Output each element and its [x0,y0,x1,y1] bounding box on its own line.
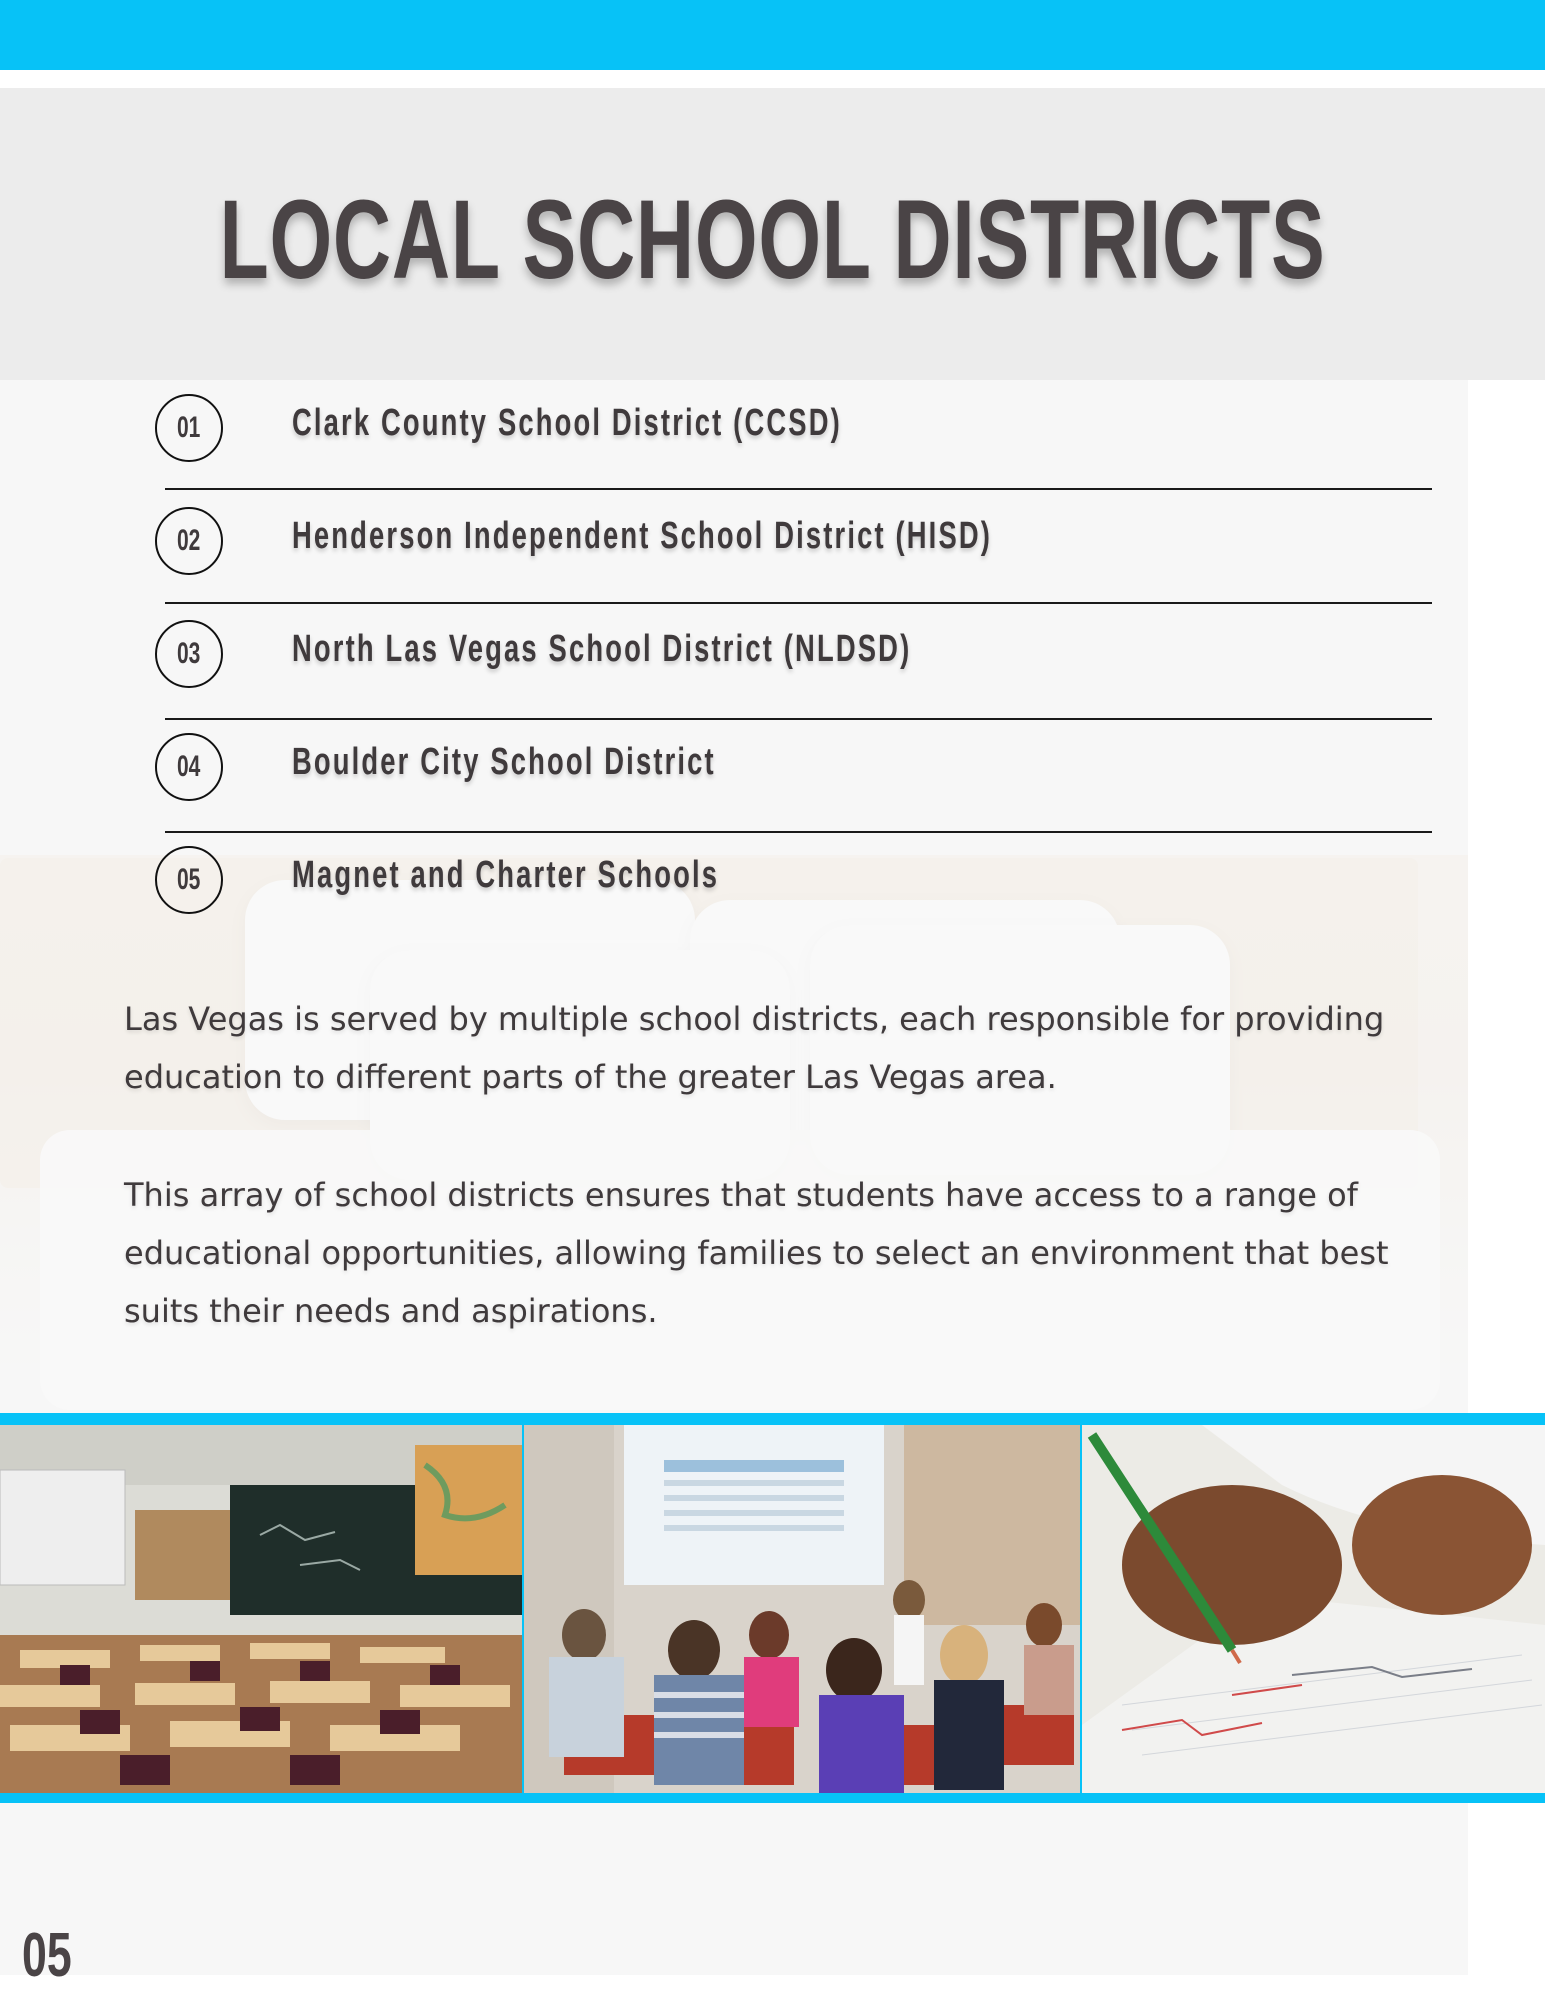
item-number-badge [155,507,223,575]
item-number: 05 [177,863,201,896]
list-item [0,606,1545,719]
list-item [0,719,1545,832]
intro-paragraph: Las Vegas is served by multiple school districts, each responsible for providing education to different parts of the greater Las Vegas area. [124,1000,1385,1096]
district-name: Magnet and Charter Schools [292,854,720,896]
item-number-badge [155,846,223,914]
list-divider [165,488,1432,490]
list-item [0,380,1545,493]
lecture-illustration [524,1425,1080,1793]
item-number: 04 [177,750,201,783]
item-number-badge [155,733,223,801]
page-title: LOCAL SCHOOL DISTRICTS [219,177,1326,302]
list-item [0,832,1545,945]
top-accent-bar [0,0,1545,70]
item-number: 02 [177,524,201,557]
page-number: 05 [22,1921,72,1990]
list-item [0,493,1545,606]
classroom-photo [0,1425,522,1793]
district-name: North Las Vegas School District (NLDSD) [292,628,912,670]
district-name: Clark County School District (CCSD) [292,402,842,444]
item-number-badge [155,394,223,462]
district-name: Boulder City School District [292,741,716,783]
writing-photo [1082,1425,1545,1793]
item-number-badge [155,620,223,688]
item-number: 03 [177,637,201,670]
item-number: 01 [177,411,201,444]
detail-paragraph: This array of school districts ensures that students have access to a range of educational opportunities, allowing families to select an environment that best suits their needs and aspirations. [124,1176,1389,1330]
district-name: Henderson Independent School District (HISD) [292,515,993,557]
writing-illustration [1082,1425,1545,1793]
classroom-illustration [0,1425,522,1793]
list-divider [165,602,1432,604]
lecture-photo [524,1425,1080,1793]
